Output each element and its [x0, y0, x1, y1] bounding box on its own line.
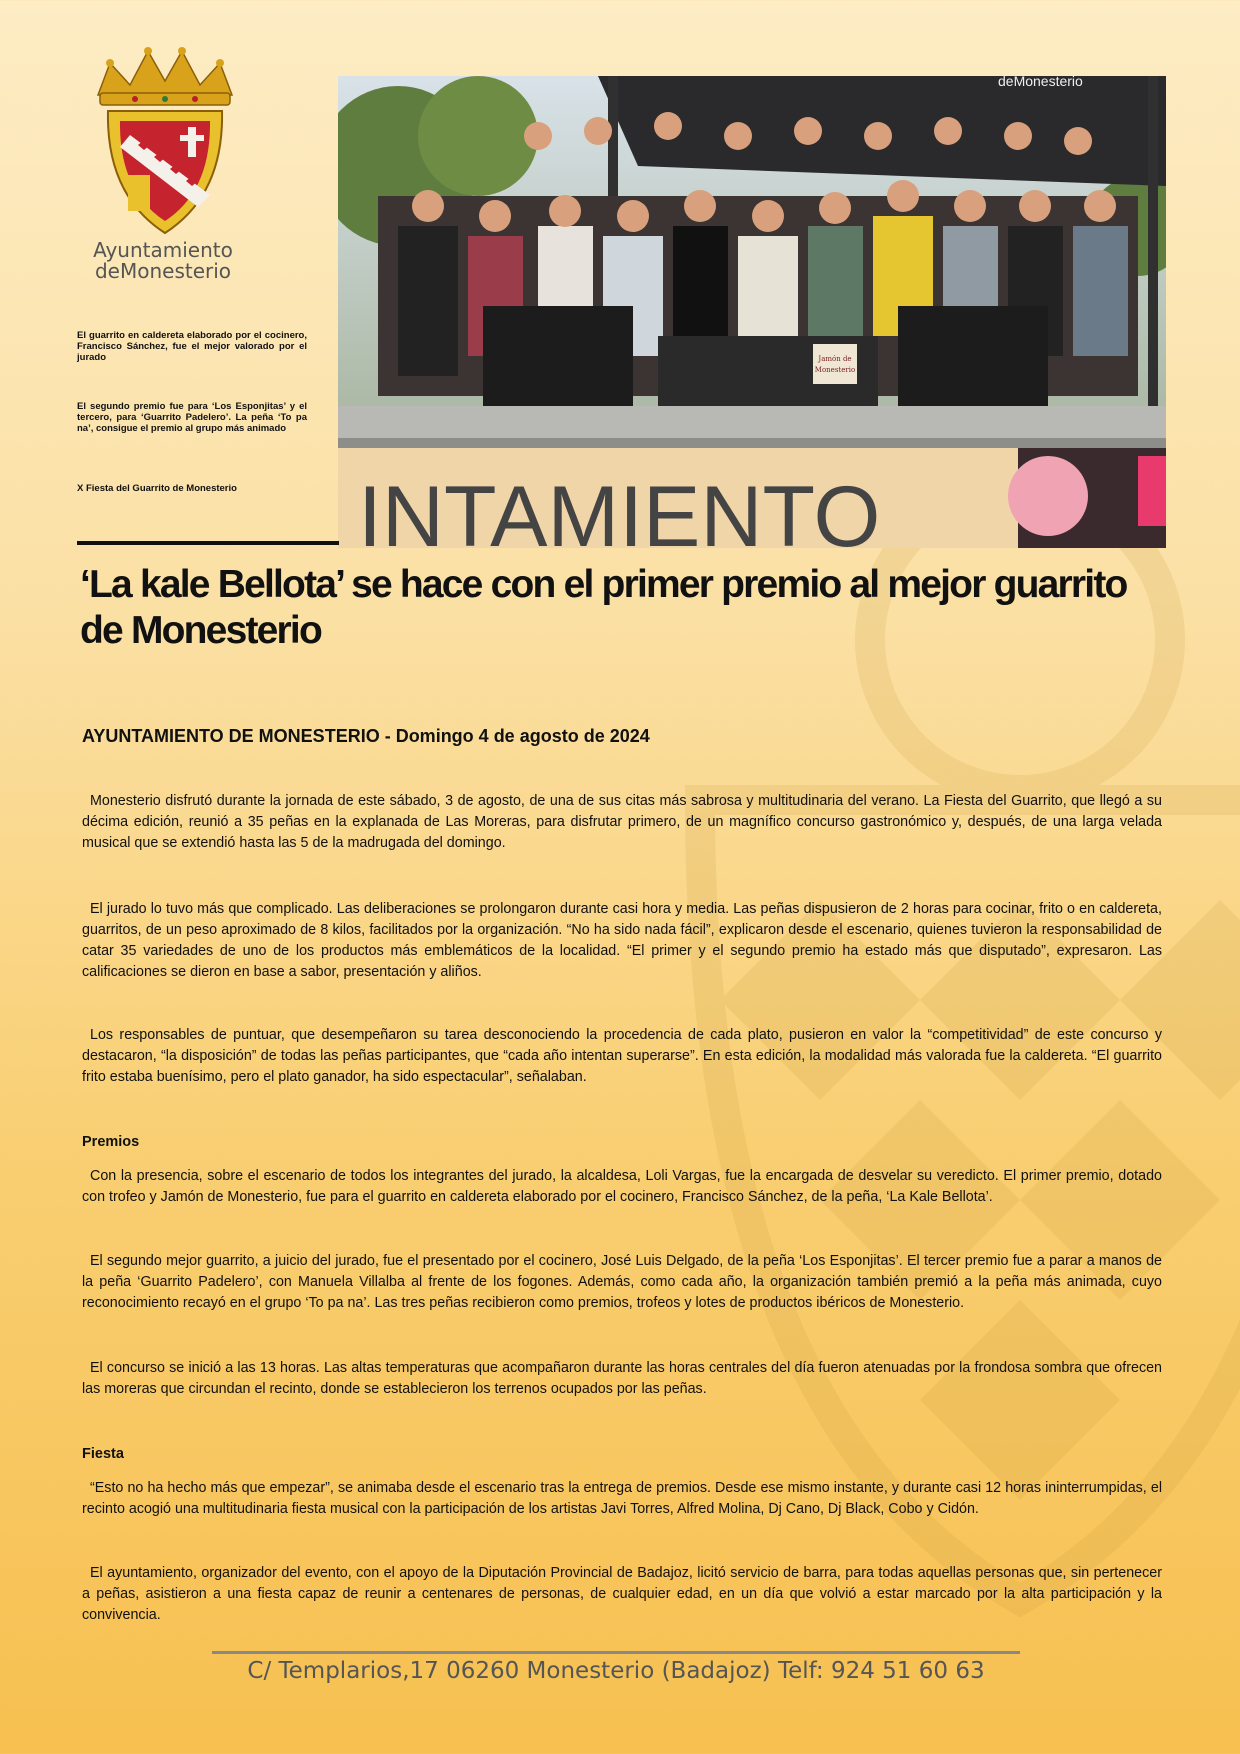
group-photo-illustration: [338, 76, 1166, 548]
footer-rule: [212, 1651, 1020, 1654]
logo-text: [88, 240, 238, 282]
photo-caption-1: El guarrito en caldereta elaborado por el cocinero, Francisco Sánchez, fue el mejor valorado por el jurado: [77, 330, 307, 363]
logo-line-2: deMonesterio: [94, 259, 232, 283]
paragraph-3: Los responsables de puntuar, que desempeñaron su tarea desconociendo la procedencia de cada plato, pusieron en valor la “competitividad” de este concurso y destacaron, “la disposición” de todas las peñas participantes, que “cada año intentan superarse”. En esta edición, la modalidad más valorada fue la caldereta. “El guarrito frito estaba buenísimo, pero el plato ganador, ha sido espectacular”, señalaban.: [82, 1027, 1162, 1085]
headline: ‘La kale Bellota’ se hace con el primer premio al mejor guarrito de Monesterio: [80, 563, 1127, 652]
paragraph-7: “Esto no ha hecho más que empezar”, se animaba desde el escenario tras la entrega de premios. Desde ese mismo instante, y durante casi 12 horas ininterrumpidas, el recinto acogió una multitudinaria fiesta musical con la participación de los artistas Javi Torres, Alfred Molina, Dj Cano, Dj Black, Cobo y Cidón.: [82, 1480, 1162, 1517]
paragraph-1: Monesterio disfrutó durante la jornada de este sábado, 3 de agosto, de una de sus citas más sabrosa y multitudinaria del verano. La Fiesta del Guarrito, que llegó a su décima edición, reunió a 35 peñas en la explanada de Las Moreras, para disfrutar primero, de un magnífico concurso gastronómico y, después, de una larga velada musical que se extendió hasta las 5 de la madrugada del domingo.: [82, 793, 1162, 851]
banner-text: INTAMIENTO: [358, 469, 881, 548]
subhead-fiesta: Fiesta: [82, 1446, 124, 1462]
paragraph-2: El jurado lo tuvo más que complicado. Las deliberaciones se prolongaron durante casi hora y media. Las peñas dispusieron de 2 horas para cocinar, frito o en caldereta, guarritos, de un peso aproximado de 8 kilos, facilitados por la organización. “No ha sido nada fácil”, explicaron desde el escenario, quienes tuvieron la responsabilidad de catar 35 variedades de uno de los productos más emblemáticos de la localidad. “El primer y el segundo premio ha estado más que disputado”, expresaron. Las calificaciones se dieron en base a sabor, presentación y aliños.: [82, 901, 1162, 980]
box-text-2: Monesterio: [814, 366, 856, 374]
footer-address: C/ Templarios,17 06260 Monesterio (Badajoz) Telf: 924 51 60 63: [247, 1658, 985, 1684]
byline: AYUNTAMIENTO DE MONESTERIO - Domingo 4 de agosto de 2024: [82, 726, 650, 746]
paragraph-5: El segundo mejor guarrito, a juicio del jurado, fue el presentado por el cocinero, José Luis Delgado, de la peña ‘Los Esponjitas’. El tercer premio fue a parar a manos de la peña ‘Guarrito Padelero’, con Manuela Villalba al frente de los fogones. Además, como cada año, la organización también premió a la peña más animada, cuyo reconocimiento recayó en el grupo ‘To pa na’. Las tres peñas recibieron como premios, trofeos y lotes de productos ibéricos de Monesterio.: [82, 1253, 1162, 1311]
subhead-premios: Premios: [82, 1134, 140, 1150]
logo-line-1: Ayuntamiento: [93, 238, 233, 262]
tent-text: deMonesterio: [998, 76, 1083, 89]
box-text-1: Jamón de: [818, 355, 852, 363]
photo-caption-2: El segundo premio fue para ‘Los Esponjitas’ y el tercero, para ‘Guarrito Padelero’. La peña ‘To pa na’, consigue el premio al grupo más animado: [77, 401, 307, 434]
paragraph-6: El concurso se inició a las 13 horas. Las altas temperaturas que acompañaron durante las horas centrales del día fueron atenuadas por la frondosa sombra que ofrecen las moreras que circundan el recinto, donde se establecieron los terrenos ocupados por las peñas.: [82, 1360, 1162, 1397]
paragraph-8: El ayuntamiento, organizador del evento, con el apoyo de la Diputación Provincial de Badajoz, licitó servicio de barra, para todas aquellas personas que, sin pertenecer a peñas, asistieron a una fiesta capaz de reunir a centenares de personas, de cualquier edad, en un día que volvió a estar marcado por la alta participación y la convivencia.: [82, 1565, 1162, 1623]
divider-rule: [77, 541, 339, 545]
event-photo: [338, 76, 1166, 548]
photo-caption-3: X Fiesta del Guarrito de Monesterio: [77, 483, 237, 494]
paragraph-4: Con la presencia, sobre el escenario de todos los integrantes del jurado, la alcaldesa, Loli Vargas, fue la encargada de desvelar su veredicto. El primer premio, dotado con trofeo y Jamón de Monesterio, fue para el guarrito en caldereta elaborado por el cocinero, Francisco Sánchez, de la peña, ‘La Kale Bellota’.: [82, 1168, 1162, 1205]
